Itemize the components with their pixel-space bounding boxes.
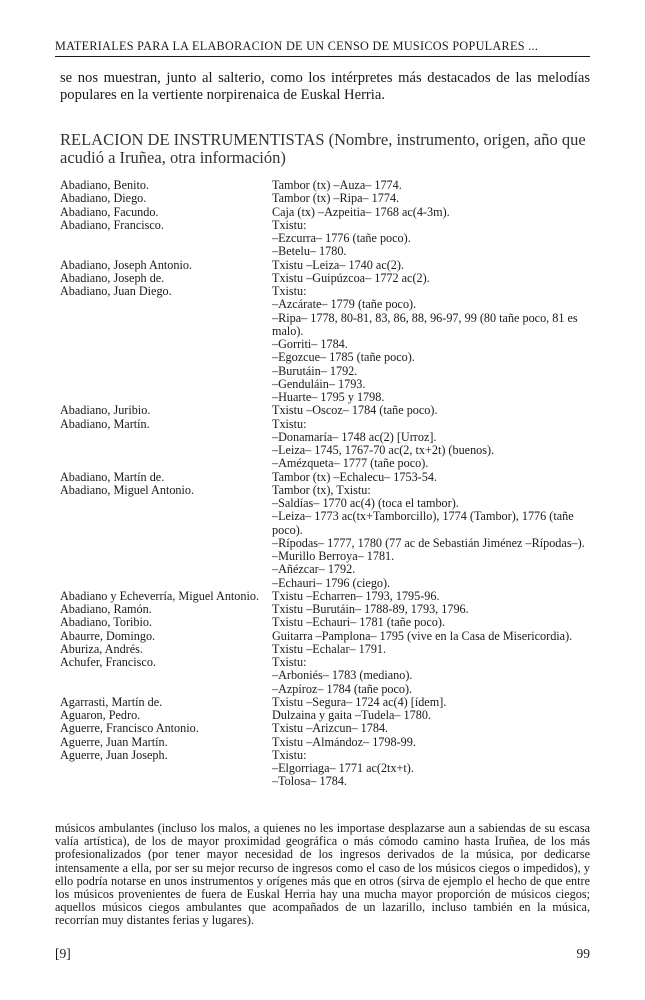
- list-item: [60, 272, 595, 285]
- info-line: –Echauri– 1796 (ciego).: [272, 575, 391, 590]
- instrumentist-info: [272, 736, 595, 749]
- info-line: –Rípodas– 1777, 1780 (77 ac de Sebastián Jiménez –Rípodas–).: [272, 535, 585, 550]
- instrumentist-name: Abadiano, Juribio.: [60, 403, 151, 418]
- list-item: [60, 749, 595, 789]
- instrumentist-name: Abadiano, Francisco.: [60, 217, 164, 232]
- instrumentist-name: Aguerre, Juan Martín.: [60, 734, 168, 749]
- list-item: [60, 736, 595, 749]
- info-line: Txistu –Oscoz– 1784 (tañe poco).: [272, 403, 438, 418]
- list-item: [60, 484, 595, 590]
- instrumentist-info: [272, 471, 595, 484]
- info-line: Tambor (tx) –Echalecu– 1753-54.: [272, 469, 437, 484]
- info-line: –Amézqueta– 1777 (tañe poco).: [272, 456, 429, 471]
- info-line: –Genduláin– 1793.: [272, 376, 366, 391]
- instrumentist-name: Aguerre, Juan Joseph.: [60, 747, 168, 762]
- list-item: [60, 219, 595, 259]
- page-number: 99: [576, 946, 590, 961]
- list-item: [60, 722, 595, 735]
- instrumentist-name: Abadiano, Martín.: [60, 416, 150, 431]
- info-line: –Ripa– 1778, 80-81, 83, 86, 88, 96-97, 99 (80 tañe poco, 81 es malo).: [272, 310, 578, 338]
- list-item: [60, 404, 595, 417]
- instrumentist-list: [60, 179, 595, 789]
- info-line: Txistu –Echauri– 1781 (tañe poco).: [272, 615, 445, 630]
- list-item: [60, 285, 595, 404]
- instrumentist-name: Aguaron, Pedro.: [60, 708, 141, 722]
- info-line: –Leiza– 1745, 1767-70 ac(2, tx+2t) (buenos).: [272, 443, 495, 457]
- instrumentist-info: [272, 219, 595, 259]
- info-line: Txistu:: [272, 416, 307, 431]
- info-line: Txistu –Burutáin– 1788-89, 1793, 1796.: [272, 602, 469, 616]
- header-rule: [55, 56, 590, 57]
- info-line: –Huarte– 1795 y 1798.: [272, 390, 385, 404]
- section-title: RELACION DE INSTRUMENTISTAS (Nombre, instrumento, origen, año que acudió a Iruñea, otra información): [60, 130, 586, 167]
- info-line: –Azcárate– 1779 (tañe poco).: [272, 297, 417, 312]
- instrumentist-name: Abadiano, Ramón.: [60, 602, 152, 616]
- info-line: –Gorriti– 1784.: [272, 337, 348, 351]
- instrumentist-info: [272, 656, 595, 696]
- instrumentist-info: [272, 590, 595, 603]
- instrumentist-name: Abadiano, Benito.: [60, 178, 150, 192]
- instrumentist-name: Agarrasti, Martín de.: [60, 694, 163, 709]
- instrumentist-info: [272, 418, 595, 471]
- list-item: [60, 590, 595, 603]
- footer-paragraph: músicos ambulantes (incluso los malos, a quienes no les importase desplazarse aun a sabiendas de su escasa valía artística), de los de mayor proximidad geográfica o más cómodo camino hasta Iruñea, de los más profesionalizados (por tener mayor necesidad de los ingresos derivados de la música, por dedicarse intensamente a ella, por ser su mejor recurso de ingresos como el caso de los músicos ciegos o impedidos), y ello podría notarse en unos instrumentos y orígenes más que en otros (sirva de ejemplo el hecho de que entre los músicos provenientes de fuera de Euskal Herria hay una mucha mayor proporción de músicos ciegos; aquellos músicos ciegos ambulantes que acompañados de un lazarillo, incluso también en la música, recorrían muy distantes ferias y lugares).: [55, 821, 590, 928]
- instrumentist-name: Abadiano, Diego.: [60, 191, 147, 206]
- info-line: Txistu –Arizcun– 1784.: [272, 721, 389, 736]
- instrumentist-name: Abadiano, Martín de.: [60, 469, 165, 484]
- instrumentist-name: Abaurre, Domingo.: [60, 628, 156, 643]
- info-line: Txistu:: [272, 747, 307, 762]
- folio-marker: [9]: [55, 946, 71, 961]
- instrumentist-info: [272, 285, 595, 404]
- info-line: Txistu:: [272, 217, 307, 232]
- instrumentist-info: [272, 643, 595, 656]
- list-item: [60, 656, 595, 696]
- list-item: [60, 643, 595, 656]
- info-line: –Burutáin– 1792.: [272, 363, 358, 378]
- info-line: –Elgorriaga– 1771 ac(2tx+t).: [272, 761, 414, 775]
- intro-paragraph: se nos muestran, junto al salterio, como los intérpretes más destacados de las melodías populares en la vertiente norpirenaica de Euskal Herria.: [60, 70, 590, 103]
- info-line: Txistu –Almándoz– 1798-99.: [272, 734, 416, 749]
- instrumentist-info: [272, 696, 595, 709]
- info-line: Txistu –Echalar– 1791.: [272, 641, 387, 656]
- info-line: Tambor (tx) –Auza– 1774.: [272, 178, 402, 192]
- info-line: Txistu –Guipúzcoa– 1772 ac(2).: [272, 270, 430, 285]
- instrumentist-name: Abadiano, Juan Diego.: [60, 284, 172, 298]
- instrumentist-info: [272, 484, 595, 590]
- instrumentist-info: [272, 192, 595, 205]
- list-item: [60, 616, 595, 629]
- instrumentist-info: [272, 603, 595, 616]
- info-line: Txistu –Segura– 1724 ac(4) [ídem].: [272, 694, 447, 709]
- info-line: Guitarra –Pamplona– 1795 (vive en la Casa de Misericordia).: [272, 628, 573, 643]
- instrumentist-info: [272, 179, 595, 192]
- info-line: –Saldías– 1770 ac(4) (toca el tambor).: [272, 496, 459, 510]
- info-line: Txistu:: [272, 655, 307, 669]
- instrumentist-name: Abadiano, Joseph de.: [60, 270, 165, 285]
- list-item: [60, 696, 595, 709]
- info-line: Txistu –Leiza– 1740 ac(2).: [272, 257, 404, 272]
- instrumentist-name: Abadiano, Joseph Antonio.: [60, 257, 193, 272]
- info-line: Txistu:: [272, 284, 307, 298]
- instrumentist-name: Abadiano, Toribio.: [60, 615, 153, 630]
- info-line: –Tolosa– 1784.: [272, 774, 347, 789]
- list-item: [60, 259, 595, 272]
- instrumentist-info: [272, 272, 595, 285]
- info-line: –Arboniés– 1783 (mediano).: [272, 668, 413, 683]
- list-item: [60, 709, 595, 722]
- instrumentist-name: Abadiano, Facundo.: [60, 204, 159, 219]
- list-item: [60, 630, 595, 643]
- info-line: –Leiza– 1773 ac(tx+Tamborcillo), 1774 (Tambor), 1776 (tañe poco).: [272, 509, 574, 537]
- list-item: [60, 603, 595, 616]
- list-item: [60, 179, 595, 192]
- instrumentist-info: [272, 709, 595, 722]
- instrumentist-info: [272, 259, 595, 272]
- info-line: –Ezcurra– 1776 (tañe poco).: [272, 231, 411, 245]
- info-line: Tambor (tx), Txistu:: [272, 482, 371, 497]
- info-line: Caja (tx) –Azpeitia– 1768 ac(4-3m).: [272, 204, 450, 219]
- info-line: –Egozcue– 1785 (tañe poco).: [272, 350, 415, 365]
- list-item: [60, 418, 595, 471]
- list-item: [60, 192, 595, 205]
- instrumentist-info: [272, 630, 595, 643]
- info-line: Dulzaina y gaita –Tudela– 1780.: [272, 708, 431, 722]
- instrumentist-info: [272, 404, 595, 417]
- instrumentist-info: [272, 749, 595, 789]
- info-line: –Añézcar– 1792.: [272, 562, 356, 577]
- list-item: [60, 471, 595, 484]
- info-line: Tambor (tx) –Ripa– 1774.: [272, 191, 400, 206]
- instrumentist-name: Aburiza, Andrés.: [60, 641, 143, 656]
- instrumentist-name: Aguerre, Francisco Antonio.: [60, 721, 199, 736]
- instrumentist-info: [272, 616, 595, 629]
- info-line: –Azpíroz– 1784 (tañe poco).: [272, 681, 413, 696]
- info-line: –Donamaría– 1748 ac(2) [Urroz].: [272, 429, 437, 444]
- instrumentist-info: [272, 206, 595, 219]
- list-item: [60, 206, 595, 219]
- instrumentist-name: Abadiano, Miguel Antonio.: [60, 482, 195, 497]
- instrumentist-name: Achufer, Francisco.: [60, 655, 156, 669]
- info-line: –Murillo Berroya– 1781.: [272, 549, 395, 563]
- info-line: Txistu –Echarren– 1793, 1795-96.: [272, 588, 440, 603]
- running-header: MATERIALES PARA LA ELABORACION DE UN CENSO DE MUSICOS POPULARES ...: [55, 39, 539, 53]
- instrumentist-info: [272, 722, 595, 735]
- info-line: –Betelu– 1780.: [272, 244, 347, 259]
- instrumentist-name: Abadiano y Echeverría, Miguel Antonio.: [60, 588, 260, 603]
